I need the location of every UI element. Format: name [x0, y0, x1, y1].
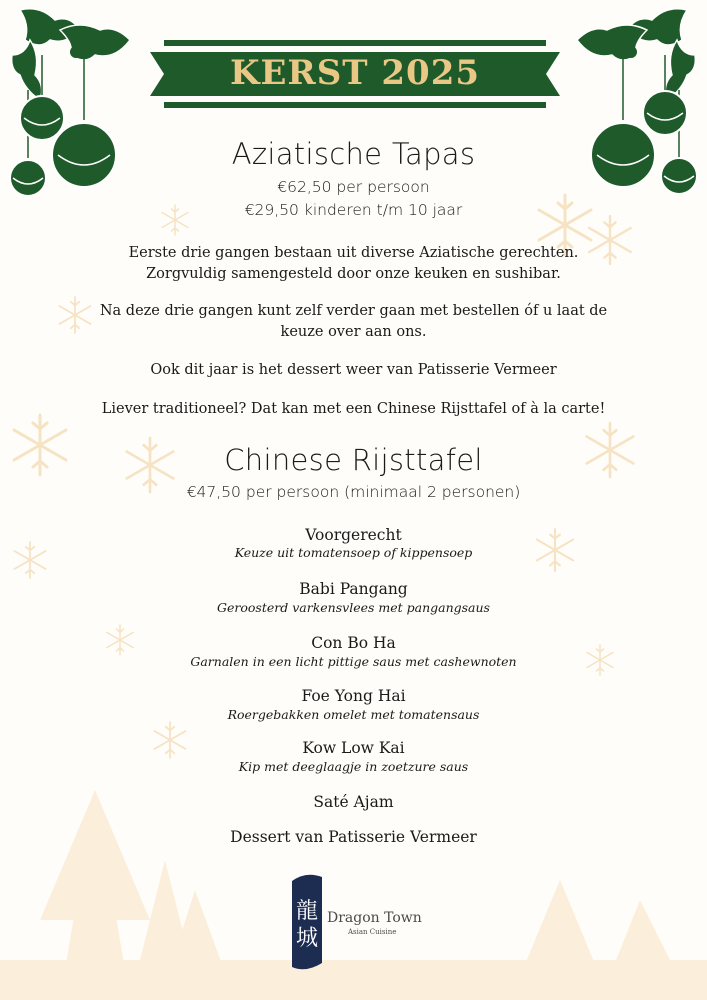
tapas-paragraph-3: Ook dit jaar is het dessert weer van Patisserie Vermeer: [150, 362, 557, 378]
logo-character-top: 龍: [295, 899, 319, 924]
dish-name: Voorgerecht: [305, 526, 402, 544]
dish-description: Roergebakken omelet met tomatensaus: [227, 707, 480, 722]
dish-description: Garnalen in een licht pittige saus met cashewnoten: [190, 654, 517, 669]
tapas-paragraph-1-line-1: Eerste drie gangen bestaan uit diverse Aziatische gerechten.: [128, 245, 579, 261]
tapas-paragraph-4: Liever traditioneel? Dat kan met een Chinese Rijsttafel of à la carte!: [101, 401, 606, 417]
dragon-town-logo-mark: [288, 873, 324, 971]
tapas-paragraph-2-line-1: Na deze drie gangen kunt zelf verder gaan met bestellen óf u laat de: [99, 303, 608, 319]
dish-description: Geroosterd varkensvlees met pangangsaus: [217, 600, 490, 615]
tapas-paragraph-2: [60, 301, 647, 343]
logo-tagline: Asian Cuisine: [348, 928, 397, 936]
dish-name: Babi Pangang: [299, 580, 408, 598]
logo-name: Dragon Town: [327, 910, 422, 926]
dish-name: Foe Yong Hai: [301, 687, 406, 705]
logo-character-bottom: 城: [295, 926, 319, 951]
banner-rule-bottom: [164, 102, 546, 108]
dish-name: Kow Low Kai: [302, 739, 405, 757]
tapas-paragraph-2-line-2: keuze over aan ons.: [280, 324, 427, 340]
dish-description: Keuze uit tomatensoep of kippensoep: [234, 545, 473, 560]
tapas-title: Aziatische Tapas: [231, 137, 476, 171]
header-banner: [150, 40, 560, 108]
dish-name: Con Bo Ha: [311, 634, 396, 652]
rijsttafel-price: €47,50 per persoon (minimaal 2 personen): [186, 483, 521, 501]
dish-name: Saté Ajam: [313, 793, 394, 811]
tapas-price-adult: €62,50 per persoon: [277, 178, 430, 196]
tapas-paragraph-1: [60, 243, 647, 285]
dish-name: Dessert van Patisserie Vermeer: [230, 828, 477, 846]
dish-description: Kip met deeglaagje in zoetzure saus: [238, 759, 469, 774]
rijsttafel-title: Chinese Rijsttafel: [224, 443, 483, 477]
banner-rule-top: [164, 40, 546, 46]
banner-title: KERST 2025: [229, 53, 481, 93]
tapas-price-child: €29,50 kinderen t/m 10 jaar: [244, 201, 463, 219]
tapas-paragraph-1-line-2: Zorgvuldig samengesteld door onze keuken en sushibar.: [146, 266, 561, 282]
